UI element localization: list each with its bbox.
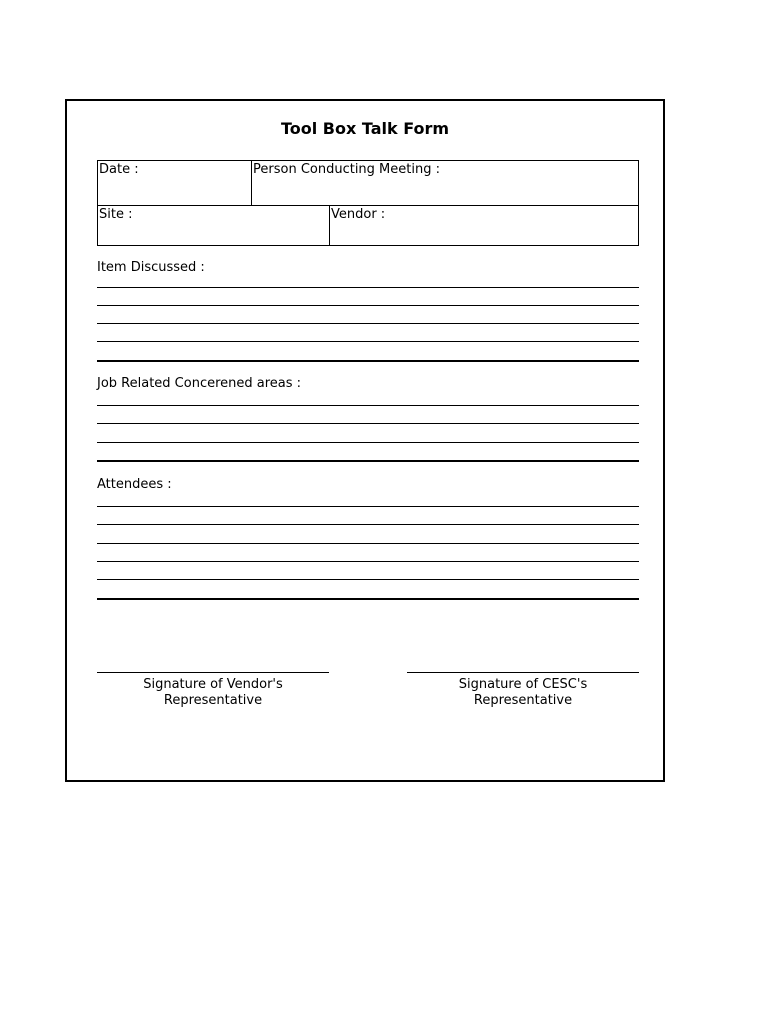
- section-divider: [97, 460, 639, 462]
- vendor-signature-caption-line1: Signature of Vendor's: [143, 677, 283, 692]
- items-discussed-line[interactable]: [97, 287, 639, 288]
- job-related-line[interactable]: [97, 423, 639, 424]
- job-related-line[interactable]: [97, 405, 639, 406]
- vendor-signature-caption: [97, 677, 329, 709]
- items-discussed-line[interactable]: [97, 323, 639, 324]
- attendees-label: Attendees :: [97, 477, 172, 492]
- cesc-signature-line[interactable]: [407, 672, 639, 673]
- cesc-signature-caption-line1: Signature of CESC's: [458, 677, 588, 692]
- job-related-label: Job Related Concerened areas :: [97, 376, 302, 391]
- cesc-signature-caption-line2: Representative: [473, 693, 573, 708]
- items-discussed-label: Item Discussed :: [97, 260, 205, 275]
- form-title: Tool Box Talk Form: [280, 119, 450, 138]
- attendees-line[interactable]: [97, 524, 639, 525]
- person-conducting-field[interactable]: [251, 160, 639, 206]
- date-field[interactable]: [97, 160, 252, 206]
- job-related-line[interactable]: [97, 442, 639, 443]
- section-divider: [97, 598, 639, 600]
- site-field[interactable]: [97, 205, 330, 246]
- date-label: Date :: [99, 162, 139, 177]
- vendor-label: Vendor :: [331, 207, 386, 222]
- person-conducting-label: Person Conducting Meeting :: [253, 162, 440, 177]
- attendees-line[interactable]: [97, 506, 639, 507]
- attendees-line[interactable]: [97, 543, 639, 544]
- site-label: Site :: [99, 207, 133, 222]
- items-discussed-line[interactable]: [97, 305, 639, 306]
- attendees-line[interactable]: [97, 579, 639, 580]
- vendor-signature-line[interactable]: [97, 672, 329, 673]
- items-discussed-line[interactable]: [97, 341, 639, 342]
- attendees-line[interactable]: [97, 561, 639, 562]
- section-divider: [97, 360, 639, 362]
- cesc-signature-caption: [407, 677, 639, 709]
- vendor-field[interactable]: [329, 205, 639, 246]
- tool-box-talk-form: [65, 99, 665, 782]
- vendor-signature-caption-line2: Representative: [163, 693, 263, 708]
